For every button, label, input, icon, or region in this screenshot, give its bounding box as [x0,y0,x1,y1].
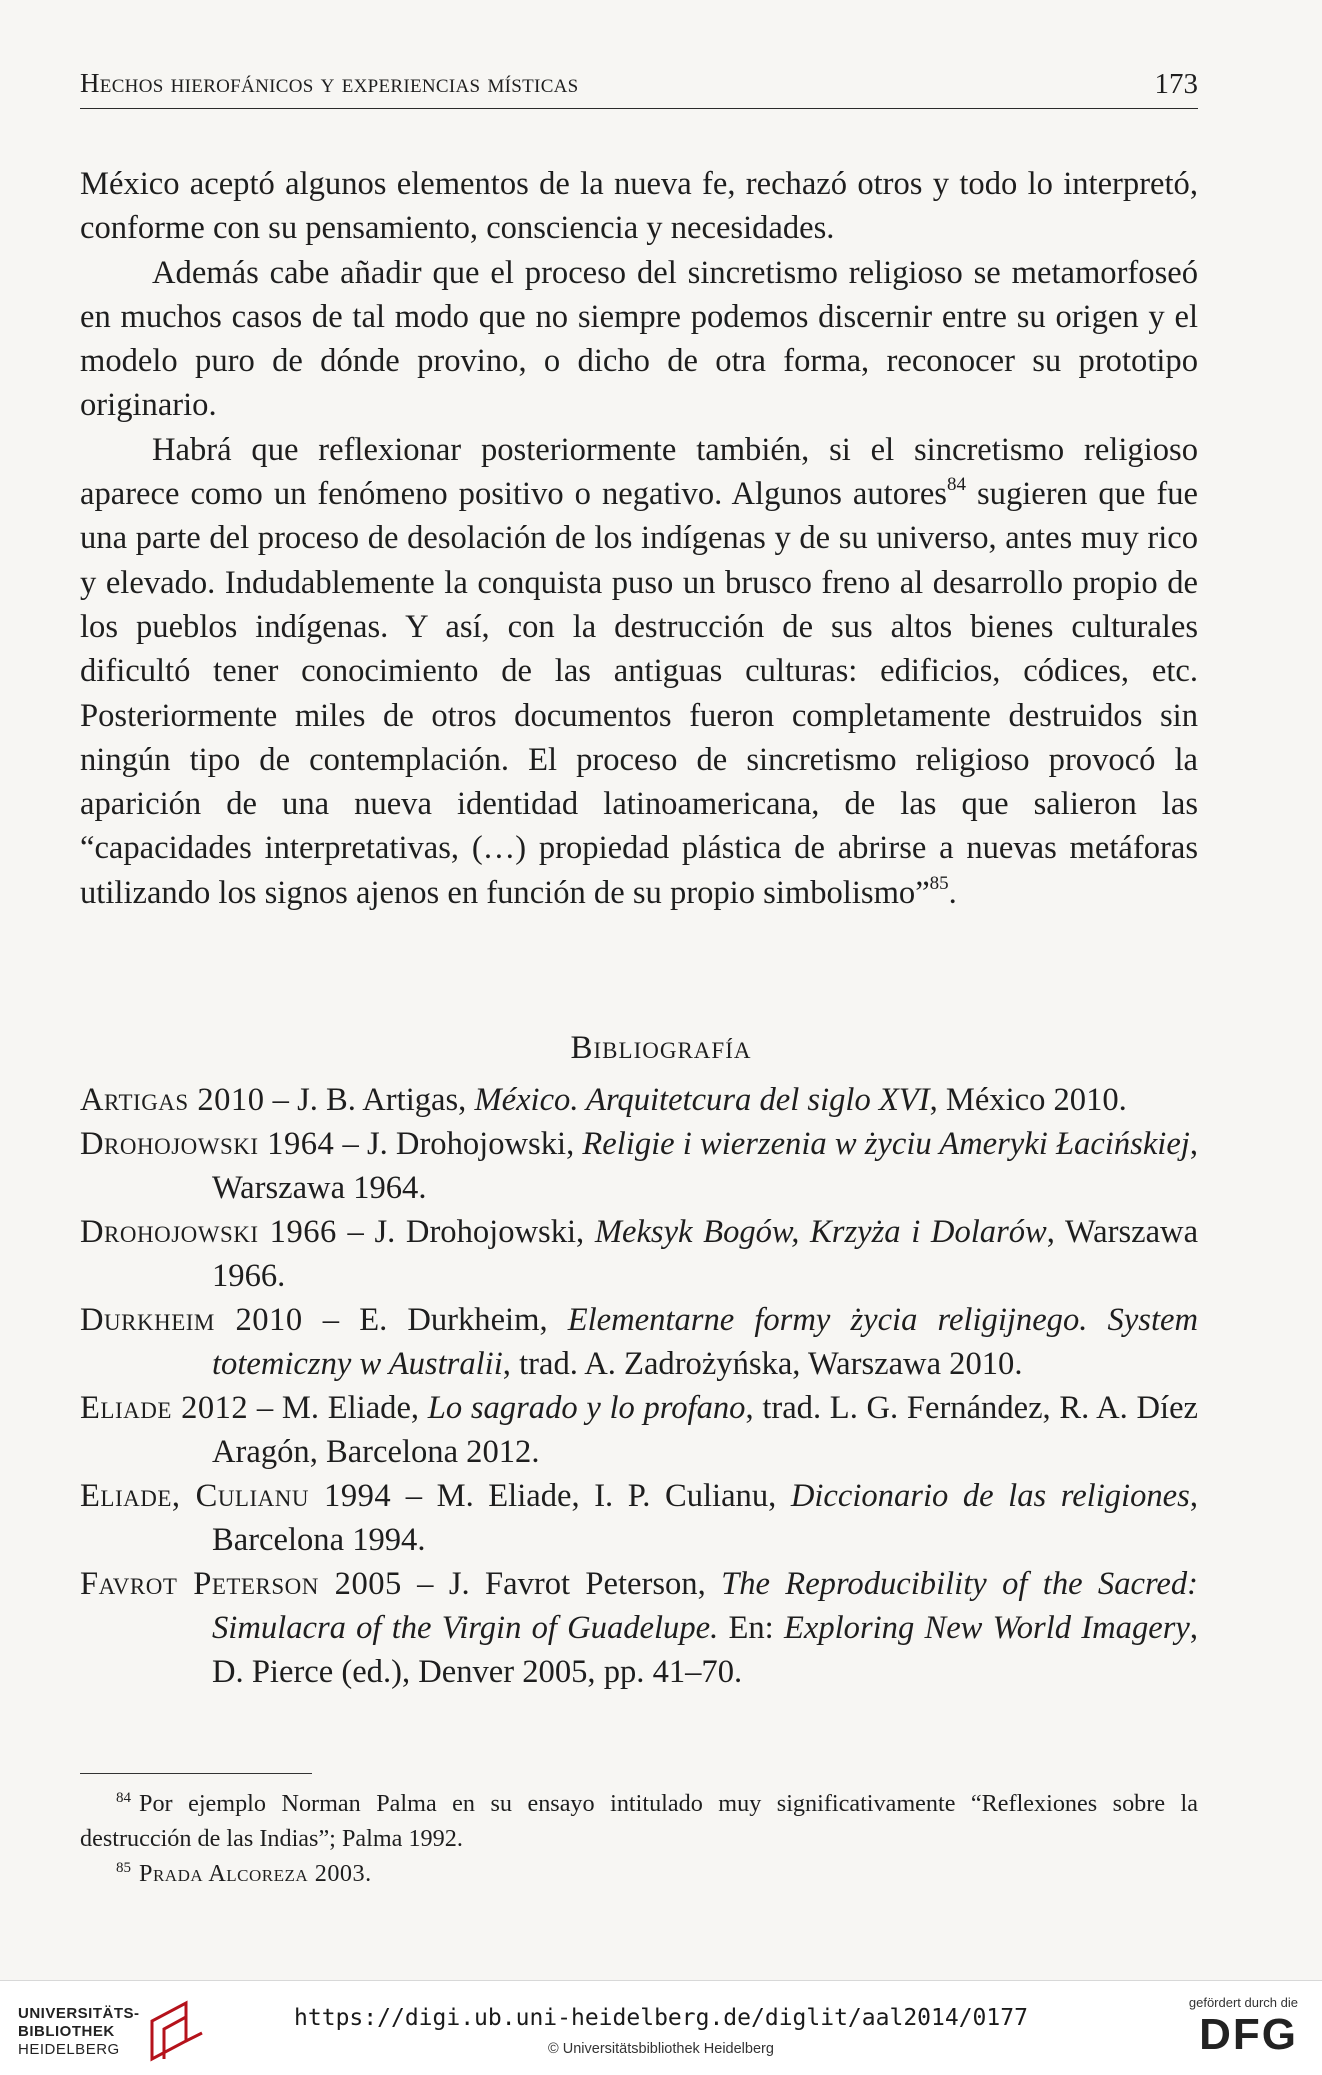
footnote-number: 84 [116,1790,131,1806]
footnote-84 [80,1786,1198,1856]
entry-sep: – [334,1126,367,1162]
paragraph-3-part-a: Habrá que reflexionar posteriormente también, si el sincretismo religioso aparece como un fenómeno positivo o negativo. Algunos autores [80,431,1198,513]
paragraph-3-part-c: . [948,874,957,911]
entry-sep: – [248,1390,282,1426]
logo-line-1: UNIVERSITÄTS- [18,2005,140,2022]
footnote-text: Prada Alcoreza 2003. [139,1860,372,1887]
bibliography-entry [80,1210,1198,1298]
paragraph-3 [80,428,1198,915]
entry-title: The Reproducibility of the Sacred: Simulacra of the Virgin of Guadelupe. [212,1566,1199,1646]
entry-rest: , Warszawa 1966. [212,1214,1199,1294]
running-title: Hechos hierofánicos y experiencias místicas [80,68,579,98]
entry-key: Artigas 2010 [80,1082,265,1118]
entry-title: Meksyk Bogów, Krzyża i Dolarów [594,1214,1047,1250]
bibliography-entry [80,1562,1198,1694]
entry-sep: – [302,1302,360,1338]
footnotes [80,1786,1198,1891]
bibliography-entry [80,1078,1198,1122]
entry-sep: – [401,1566,449,1602]
entry-author: E. Durkheim, [359,1302,568,1338]
entry-author: J. Drohojowski, [366,1126,583,1162]
entry-rest: , trad. A. Zadrożyńska, Warszawa 2010. [502,1346,1023,1382]
paragraph-2: Además cabe añadir que el proceso del sincretismo religioso se metamorfoseó en muchos casos de tal modo que no siempre podemos discernir entre su origen y el modelo puro de dónde provino, o dicho de otra forma, reconocer su prototipo originario. [80,254,1198,424]
dfg-caption: gefördert durch die [1188,1995,1298,2010]
bibliography-heading: Bibliografía [570,1030,752,1066]
entry-rest-pre: En: [718,1610,784,1646]
entry-rest: , Warszawa 1964. [212,1126,1199,1206]
entry-author: M. Eliade, [281,1390,428,1426]
footnote-85 [80,1856,1198,1891]
footnote-ref-85[interactable]: 85 [929,872,949,894]
footnote-number: 85 [116,1860,131,1876]
main-text [80,162,1198,915]
bibliography-entry [80,1122,1198,1210]
entry-title: Religie i wierzenia w życiu Ameryki Łacińskiej [582,1126,1190,1162]
footnote-divider [80,1773,312,1774]
entry-key: Drohojowski 1966 [80,1214,337,1250]
footnote-text: Por ejemplo Norman Palma en su ensayo intitulado muy significativamente “Reflexiones sobre la destrucción de las Indias”; Palma 1992. [80,1790,1198,1852]
paragraph-1: México aceptó algunos elementos de la nueva fe, rechazó otros y todo lo interpretó, conforme con su pensamiento, consciencia y necesidades. [80,166,1198,247]
entry-title: México. Arquitetcura del siglo XVI [474,1082,930,1118]
entry-title: Elementarne formy życia religijnego. System totemiczny w Australii [212,1302,1198,1382]
entry-sep: – [264,1082,298,1118]
entry-key: Drohojowski 1964 [80,1126,335,1162]
page-number: 173 [1154,68,1198,100]
entry-rest: , D. Pierce (ed.), Denver 2005, pp. 41–70. [212,1610,1199,1690]
footnote-ref-84[interactable]: 84 [946,474,966,496]
viewer-footer [0,1980,1322,2075]
bibliography-entry [80,1474,1198,1562]
entry-rest: , trad. L. G. Fernández, R. A. Díez Aragón, Barcelona 2012. [212,1390,1199,1470]
entry-key: Eliade 2012 [80,1390,249,1426]
entry-author: J. B. Artigas, [297,1082,475,1118]
entry-author: M. Eliade, I. P. Culianu, [436,1478,791,1514]
entry-sep: – [391,1478,437,1514]
entry-title: Diccionario de las religiones [790,1478,1190,1514]
bibliography-entry [80,1386,1198,1474]
entry-author: J. Favrot Peterson, [448,1566,722,1602]
logo-line-2: BIBLIOTHEK [18,2023,115,2040]
entry-rest: , Barcelona 1994. [212,1478,1198,1558]
entry-title: Lo sagrado y lo profano [427,1390,746,1426]
entry-rest: , México 2010. [929,1082,1127,1118]
entry-author: J. Drohojowski, [374,1214,595,1250]
entry-sep: – [336,1214,375,1250]
bibliography-list [80,1078,1198,1694]
entry-title-2: Exploring New World Imagery [783,1610,1190,1646]
copyright-notice: © Universitätsbibliothek Heidelberg [548,2041,774,2057]
entry-key: Eliade, Culianu 1994 [80,1478,392,1514]
dfg-wordmark: DFG [1199,2010,1298,2059]
entry-key: Favrot Peterson 2005 [80,1566,402,1602]
bibliography-entry [80,1298,1198,1386]
dfg-logo[interactable] [1168,1995,1298,2065]
entry-key: Durkheim 2010 [80,1302,303,1338]
running-header [80,62,1198,109]
permalink-url[interactable]: https://digi.ub.uni-heidelberg.de/diglit/aal2014/0177 [294,2005,1028,2031]
paragraph-3-part-b: sugieren que fue una parte del proceso de desolación de los indígenas y de su universo, antes muy rico y elevado. Indudablemente la conquista puso un brusco freno al desarrollo propio de los pueblos indígenas. Y así, con la destrucción de sus altos bienes culturales dificultó tener conocimiento de las antiguas culturas: edificios, códices, etc. Posteriormente miles de otros documentos fueron completamente destruidos sin ningún tipo de contemplación. El proceso de sincretismo religioso provocó la aparición de una nueva identidad latinoamericana, de las que salieron las “capacidades interpretativas, (…) propiedad plástica de abrirse a nuevas metáforas utilizando los signos ajenos en función de su propio simbolismo” [80,476,1198,911]
logo-line-3: HEIDELBERG [18,2041,120,2058]
